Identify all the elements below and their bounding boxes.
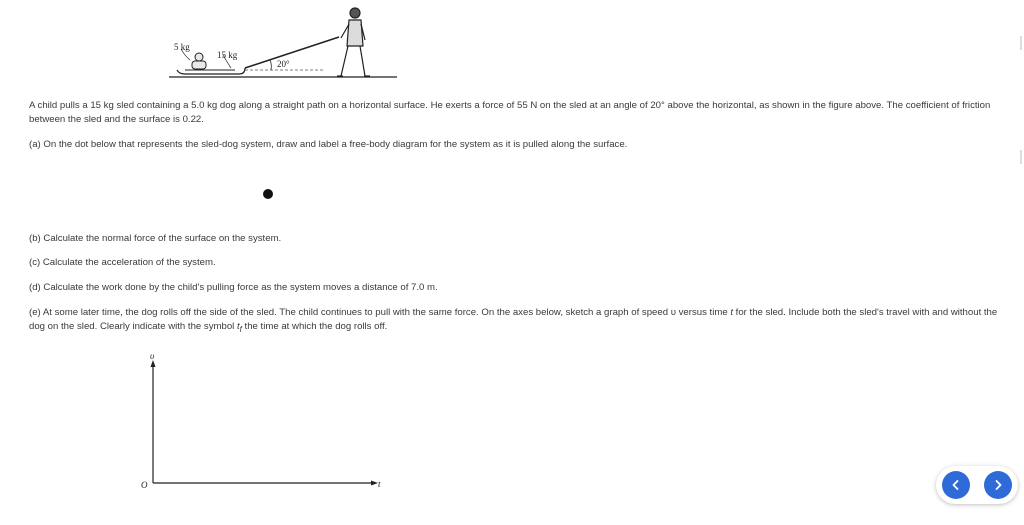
speed-time-axes[interactable]	[138, 350, 388, 495]
part-c-text: (c) Calculate the acceleration of the system.	[29, 257, 216, 268]
angle-label: 20°	[277, 59, 290, 69]
child	[337, 8, 370, 76]
scroll-edge-mark	[1020, 36, 1022, 50]
rope	[245, 37, 339, 68]
scroll-edge-mark	[1020, 150, 1022, 164]
angle-arc	[270, 60, 271, 70]
part-d-text: (d) Calculate the work done by the child's pulling force as the system moves a distance of 7.0 m.	[29, 282, 438, 293]
y-axis-label: υ	[150, 351, 155, 361]
problem-intro: A child pulls a 15 kg sled containing a 5.0 kg dog along a straight path on a horizontal surface. He exerts a force of 55 N on the sled at an angle of 20° above the horizontal, as shown in the figure above. The coefficient of friction between the sled and the surface is 0.22.	[29, 100, 991, 125]
y-axis-arrow	[151, 360, 156, 367]
dog-mass-label: 5 kg	[174, 42, 190, 52]
part-e-text: (e) At some later time, the dog rolls off the side of the sled. The child continues to pull with the same force. On the axes below, sketch a graph of speed υ versus time t for the sled. Include both the sled's travel with and without the dog on the sled. Clearly indicate with the symbol $t_f$ the time at which the dog rolls off.	[29, 307, 998, 334]
chevron-left-icon	[950, 479, 962, 491]
sled-mass-label: 15 kg	[217, 50, 238, 60]
previous-button[interactable]	[942, 471, 970, 499]
origin-label: O	[141, 480, 148, 490]
part-b-text: (b) Calculate the normal force of the surface on the system.	[29, 233, 282, 244]
chevron-right-icon	[992, 479, 1004, 491]
dog	[192, 53, 206, 70]
next-button[interactable]	[984, 471, 1012, 499]
sled	[177, 68, 245, 74]
sled-dog-figure	[165, 4, 405, 80]
x-axis-arrow	[371, 481, 378, 486]
free-body-dot[interactable]	[263, 189, 273, 199]
part-a-text: (a) On the dot below that represents the sled-dog system, draw and label a free-body diagram for the system as it is pulled along the surface.	[29, 139, 628, 150]
x-axis-label: t	[378, 479, 381, 489]
